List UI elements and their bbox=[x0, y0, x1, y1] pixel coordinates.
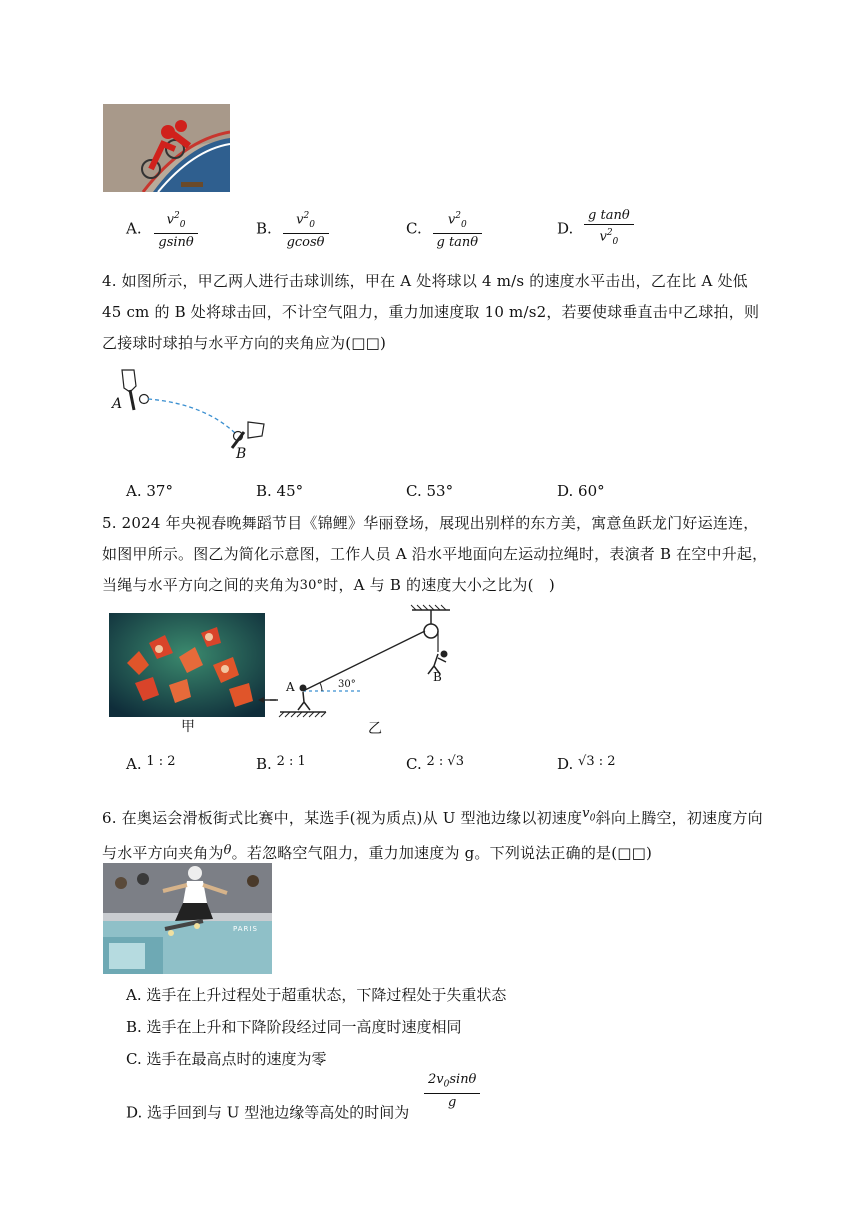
q3-option-b[interactable]: B. $\frac{v^2_0}{gcos\theta}$ bbox=[256, 208, 329, 251]
q4-option-a[interactable]: A. 37° bbox=[126, 482, 173, 500]
q3-option-a[interactable]: A. $\frac{v^2_0}{gsin\theta}$ bbox=[126, 208, 198, 251]
q5-diagram-label-b: B bbox=[433, 670, 442, 684]
q4-option-c[interactable]: C. 53° bbox=[406, 482, 454, 500]
q4-question-text: 4. 如图所示，甲乙两人进行击球训练，甲在 A 处将球以 4 m/s 的速度水平击出，乙在比 A 处低 45 cm 的 B 处将球击回，不计空气阻力，重力加速度取 10 m/s2，若要使球垂直击中乙球拍，则乙接球时球拍与水平方向的夹角应为(□□) bbox=[102, 272, 760, 352]
paris-sign-text: PARIS bbox=[233, 925, 258, 933]
cycling-photo bbox=[103, 104, 230, 192]
q3-option-d[interactable]: D. $\frac{\text{g tanθ}}{v^2_0}$ bbox=[557, 208, 634, 251]
q6-option-b[interactable]: B. 选手在上升和下降阶段经过同一高度时速度相同 bbox=[126, 1018, 462, 1036]
q3-option-c[interactable]: C. $\frac{v^2_0}{\text{g tanθ}}$ bbox=[406, 208, 482, 251]
q5-option-a[interactable]: A. 1 : 2 bbox=[126, 754, 176, 773]
koi-dance-photo bbox=[109, 613, 265, 717]
q5-fig-yi-label: 乙 bbox=[368, 721, 382, 737]
q4-label-b: B bbox=[236, 446, 247, 462]
q5-angle: 30° bbox=[299, 578, 324, 593]
q5-option-c[interactable]: C. 2 : √3 bbox=[406, 754, 464, 773]
q4-diagram bbox=[108, 366, 278, 466]
q5-question-text: 5. 2024 年央视春晚舞蹈节目《锦鲤》华丽登场，展现出别样的东方美，寓意鱼跃龙门好运连连，如图甲所示。图乙为简化示意图，工作人员 A 沿水平地面向左运动拉绳时，表演者 B 在空中升起，当绳与水平方向之间的夹角为30°时，A 与 B 的速度大小之比为( ) bbox=[102, 514, 768, 594]
q5-option-b[interactable]: B. 2 : 1 bbox=[256, 754, 306, 773]
q4-option-b[interactable]: B. 45° bbox=[256, 482, 304, 500]
q5-pulley-diagram bbox=[270, 604, 470, 730]
q6-option-c[interactable]: C. 选手在最高点时的速度为零 bbox=[126, 1050, 327, 1068]
skateboard-photo bbox=[103, 863, 272, 974]
q5-option-d[interactable]: D. √3 : 2 bbox=[557, 754, 616, 773]
left-arrow-icon bbox=[258, 695, 278, 705]
q6-option-d[interactable]: D. 选手回到与 U 型池边缘等高处的时间为 $\frac{2v_0\sin\theta}{g}$ bbox=[126, 1072, 480, 1122]
q5-diagram-label-a: A bbox=[286, 680, 295, 694]
q6-option-a[interactable]: A. 选手在上升过程处于超重状态，下降过程处于失重状态 bbox=[126, 986, 507, 1004]
q4-option-d[interactable]: D. 60° bbox=[557, 482, 605, 500]
q4-label-a: A bbox=[112, 396, 123, 412]
q5-diagram-angle: 30° bbox=[338, 679, 356, 690]
q6-question-text: 6. 在奥运会滑板街式比赛中，某选手(视为质点)从 U 型池边缘以初速度$v_0$斜向上腾空，初速度方向与水平方向夹角为θ。若忽略空气阻力，重力加速度为 g。下列说法正确的是(□□) bbox=[102, 806, 763, 862]
q5-fig-jia-label: 甲 bbox=[181, 719, 195, 735]
